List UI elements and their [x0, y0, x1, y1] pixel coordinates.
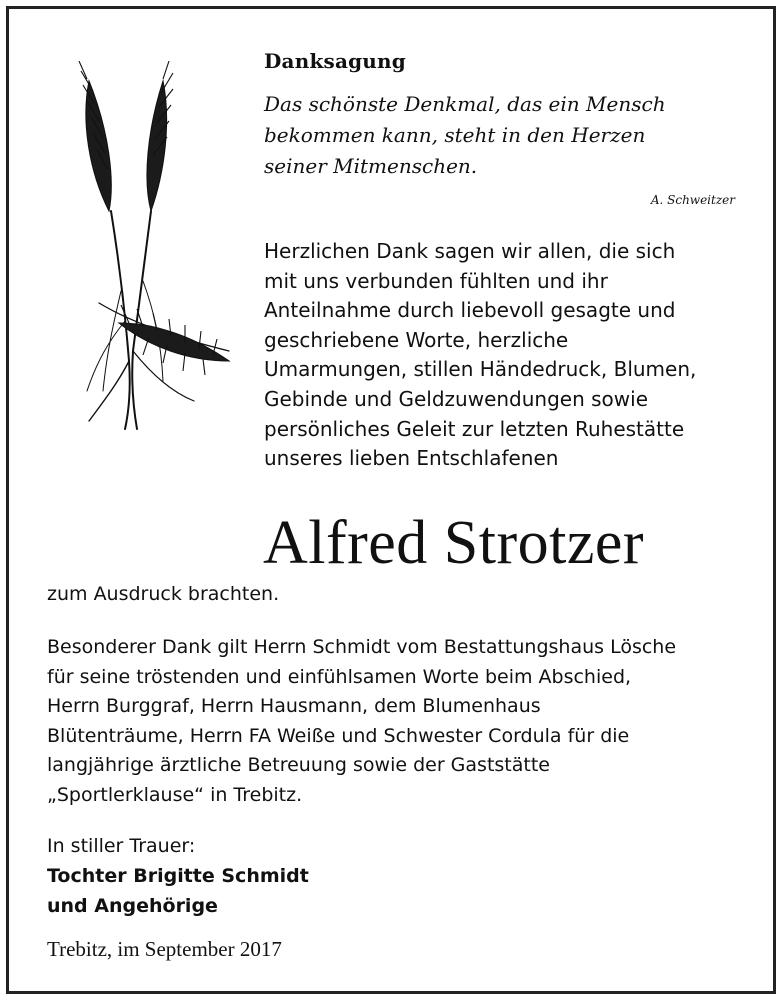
intro-line: mit uns verbunden fühlten und ihr — [264, 268, 608, 293]
intro-line: Herzlichen Dank sagen wir allen, die sich — [264, 239, 676, 263]
thanks-line: „Sportlerklause“ in Trebitz. — [47, 783, 303, 806]
thanks-introduction — [264, 237, 754, 474]
intro-line: persönliches Geleit zur letzten Ruhestätte — [264, 416, 685, 441]
thanks-line: Blütenträume, Herrn FA Weiße und Schwester Cordula für die — [47, 724, 630, 747]
special-thanks — [47, 633, 767, 811]
thanks-line: für seine tröstenden und einfühlsamen Worte beim Abschied, — [47, 665, 632, 688]
mourners-block — [47, 831, 309, 921]
place-and-date: Trebitz, im September 2017 — [47, 937, 282, 961]
intro-line: Anteilnahme durch liebevoll gesagte und — [264, 298, 676, 323]
quote-line: seiner Mitmenschen. — [264, 154, 478, 178]
thanks-line: langjährige ärztliche Betreuung sowie der Gaststätte — [47, 754, 550, 777]
obituary-notice — [6, 6, 776, 994]
wheat-ears-illustration — [59, 61, 249, 431]
mourning-intro: In stiller Trauer: — [47, 835, 196, 857]
quote-line: bekommen kann, steht in den Herzen — [264, 123, 646, 147]
memorial-quote — [264, 89, 744, 182]
intro-line: geschriebene Worte, herzliche — [264, 327, 569, 352]
intro-line: Gebinde und Geldzuwendungen sowie — [264, 386, 649, 411]
intro-line: Umarmungen, stillen Händedruck, Blumen, — [264, 357, 697, 382]
thanks-line: Herrn Burggraf, Herrn Hausmann, dem Blumenhaus — [47, 695, 541, 718]
intro-line: unseres lieben Entschlafenen — [264, 446, 559, 471]
mourner-name: und Angehörige — [47, 895, 218, 917]
quote-author: A. Schweitzer — [650, 193, 735, 207]
after-name-text: zum Ausdruck brachten. — [47, 583, 280, 605]
notice-heading: Danksagung — [264, 49, 406, 73]
quote-line: Das schönste Denkmal, das ein Mensch — [264, 92, 666, 116]
deceased-name: Alfred Strotzer — [263, 509, 645, 577]
thanks-line: Besonderer Dank gilt Herrn Schmidt vom Bestattungshaus Lösche — [47, 636, 677, 658]
mourner-name: Tochter Brigitte Schmidt — [47, 865, 309, 887]
